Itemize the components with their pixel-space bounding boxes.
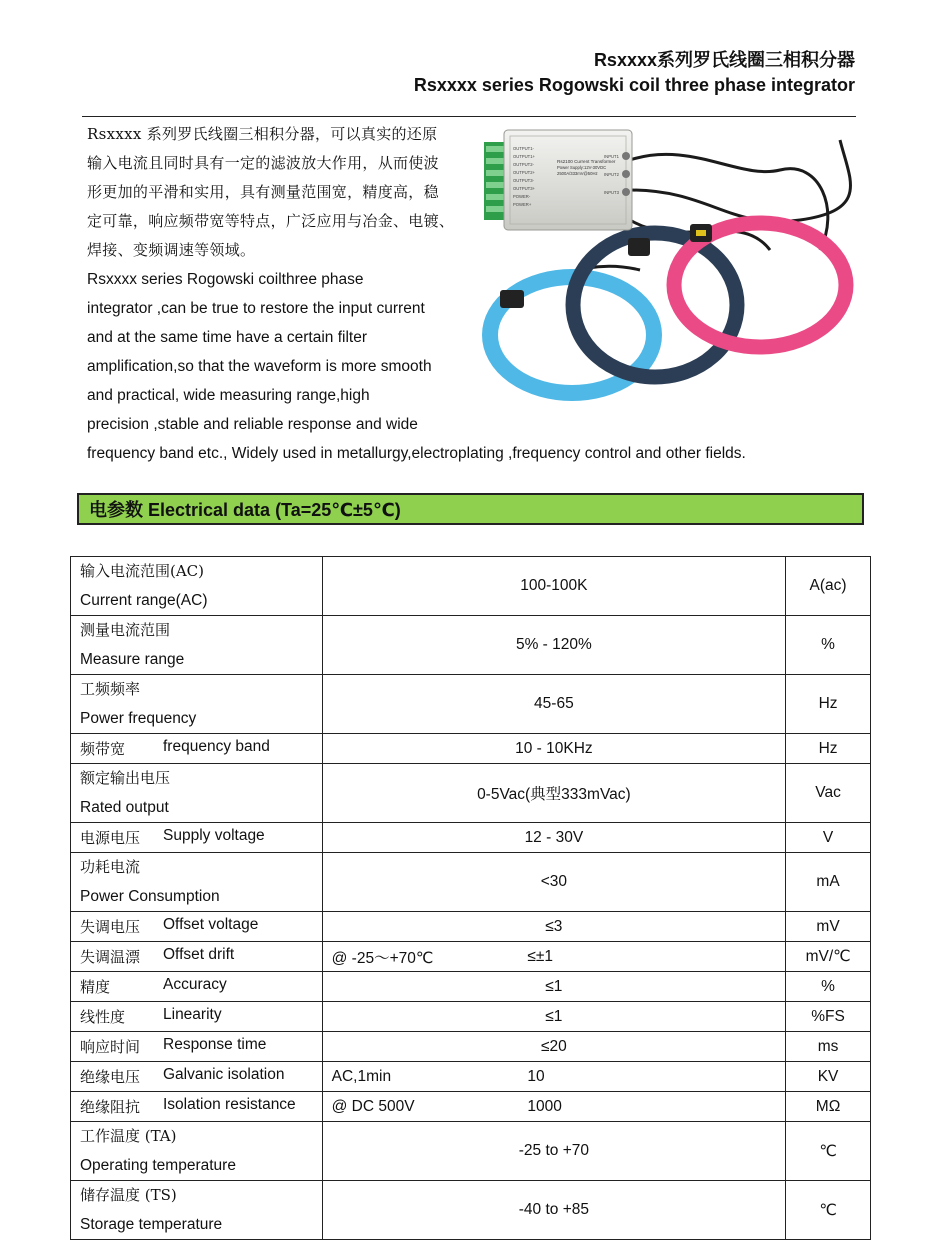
intro-chinese: [87, 120, 472, 265]
param-value: <30: [322, 853, 785, 912]
terminal-label: POWER-: [513, 194, 531, 199]
param-cn: 绝缘电压: [80, 1068, 141, 1086]
box-line3: 2500A/333mV@50Hz: [557, 171, 598, 176]
terminal-label: OUTPUT1+: [513, 154, 535, 159]
table-row: [71, 557, 871, 616]
param-cn: 工频频率: [80, 680, 141, 698]
param-condition: AC,1min: [331, 1067, 392, 1085]
param-value: 10 - 10KHz: [322, 734, 785, 764]
param-unit: Vac: [786, 764, 871, 823]
table-row: [71, 972, 871, 1002]
param-en: Accuracy: [163, 976, 227, 993]
table-row: [71, 675, 871, 734]
param-cn: 频带宽: [80, 740, 126, 758]
param-cn: 失调电压: [80, 918, 141, 936]
param-condition: @ -25～+70℃: [331, 949, 434, 967]
title-english: Rsxxxx series Rogowski coil three phase integrator: [413, 75, 855, 95]
param-value: ≤20: [322, 1032, 785, 1062]
intro-cn-line: 输入电流且同时具有一定的滤波放大作用，从而使波: [87, 154, 439, 172]
intro-cn-line: 形更加的平滑和实用，具有测量范围宽，精度高，稳: [87, 183, 439, 201]
table-row: [71, 823, 871, 853]
terminal-label: OUTPUT3-: [513, 178, 534, 183]
table-row: [71, 1092, 871, 1122]
param-en: frequency band: [163, 738, 270, 755]
input-label: INPUT1: [604, 154, 619, 159]
intro-en-line: and at the same time have a certain filter: [87, 329, 368, 346]
param-name: [71, 1181, 323, 1240]
table-row: [71, 1181, 871, 1240]
param-value: ≤1: [322, 1002, 785, 1032]
table-row: [71, 942, 871, 972]
param-cn: 储存温度 (TS): [80, 1186, 177, 1204]
param-cn: 绝缘阻抗: [80, 1098, 141, 1116]
intro-en-line: precision ,stable and reliable response and wide: [87, 416, 418, 433]
intro-cn-line: 焊接、变频调速等领域。: [87, 241, 256, 259]
param-cn: 失调温漂: [80, 948, 141, 966]
input-label: INPUT3: [604, 190, 619, 195]
param-name: [71, 1092, 323, 1122]
param-cn: 工作温度 (TA): [80, 1127, 177, 1145]
param-cn: 精度: [80, 978, 111, 996]
param-en: Supply voltage: [163, 827, 265, 844]
electrical-data-table: [70, 556, 871, 1240]
param-unit: KV: [786, 1062, 871, 1092]
param-value: -25 to +70: [322, 1122, 785, 1181]
param-value: 12 - 30V: [322, 823, 785, 853]
param-value: 5% - 120%: [322, 616, 785, 675]
param-unit: Hz: [786, 675, 871, 734]
product-photo: [480, 120, 858, 410]
param-cn: 响应时间: [80, 1038, 141, 1056]
param-name: [71, 764, 323, 823]
intro-en-line: amplification,so that the waveform is more smooth: [87, 358, 432, 375]
param-en: Offset voltage: [163, 916, 259, 933]
param-value: -40 to +85: [322, 1181, 785, 1240]
param-en: Storage temperature: [80, 1216, 223, 1233]
param-cn: 电源电压: [80, 829, 141, 847]
terminal-label: OUTPUT1-: [513, 146, 534, 151]
intro-en-line: integrator ,can be true to restore the input current: [87, 300, 425, 317]
param-en: Galvanic isolation: [163, 1066, 285, 1083]
table-row: [71, 853, 871, 912]
param-name: [71, 1062, 323, 1092]
param-unit: %FS: [786, 1002, 871, 1032]
param-condition: @ DC 500V: [331, 1097, 415, 1115]
param-name: [71, 675, 323, 734]
param-unit: %: [786, 972, 871, 1002]
param-value-text: 10: [527, 1067, 545, 1085]
param-name: [71, 972, 323, 1002]
param-value: [322, 942, 785, 972]
param-en: Measure range: [80, 651, 185, 668]
terminal-label: OUTPUT2-: [513, 162, 534, 167]
param-name: [71, 1032, 323, 1062]
intro-en-line: frequency band etc., Widely used in metallurgy,electroplating ,frequency control and other fields.: [87, 445, 746, 462]
param-unit: ℃: [786, 1181, 871, 1240]
param-unit: A(ac): [786, 557, 871, 616]
title-chinese: Rsxxxx系列罗氏线圈三相积分器: [593, 50, 855, 70]
param-unit: ms: [786, 1032, 871, 1062]
param-cn: 线性度: [80, 1008, 126, 1026]
param-en: Isolation resistance: [163, 1096, 296, 1113]
param-unit: ℃: [786, 1122, 871, 1181]
table-row: [71, 1062, 871, 1092]
param-name: [71, 1002, 323, 1032]
param-value: 45-65: [322, 675, 785, 734]
table-row: [71, 734, 871, 764]
intro-cn-line: Rsxxxx 系列罗氏线圈三相积分器，可以真实的还原: [87, 125, 438, 143]
param-name: [71, 616, 323, 675]
param-unit: mV/℃: [786, 942, 871, 972]
param-cn: 功耗电流: [80, 858, 141, 876]
table-row: [71, 1122, 871, 1181]
param-name: [71, 942, 323, 972]
param-en: Operating temperature: [80, 1157, 236, 1174]
param-name: [71, 823, 323, 853]
param-cn: 输入电流范围(AC): [80, 562, 205, 580]
param-name: [71, 734, 323, 764]
intro-en-line: Rsxxxx series Rogowski coilthree phase: [87, 271, 364, 288]
param-value: ≤1: [322, 972, 785, 1002]
param-name: [71, 912, 323, 942]
header-divider: [82, 116, 856, 117]
param-cn: 测量电流范围: [80, 621, 171, 639]
param-unit: mA: [786, 853, 871, 912]
table-row: [71, 1032, 871, 1062]
terminal-label: POWER+: [513, 202, 532, 207]
param-value-text: 1000: [527, 1097, 562, 1115]
param-value: 0-5Vac(典型333mVac): [322, 764, 785, 823]
param-value: ≤3: [322, 912, 785, 942]
terminal-label: OUTPUT3+: [513, 186, 535, 191]
param-name: [71, 1122, 323, 1181]
document-header: [414, 48, 855, 98]
section-header-electrical-data: 电参数 Electrical data (Ta=25℃±5℃): [77, 493, 864, 525]
param-value: 100-100K: [322, 557, 785, 616]
table-row: [71, 912, 871, 942]
param-value-text: ≤±1: [527, 947, 554, 965]
table-row: [71, 1002, 871, 1032]
intro-english: [87, 265, 746, 468]
param-unit: Hz: [786, 734, 871, 764]
param-name: [71, 557, 323, 616]
param-en: Current range(AC): [80, 592, 208, 609]
param-en: Power frequency: [80, 710, 197, 727]
param-value: [322, 1092, 785, 1122]
param-en: Offset drift: [163, 946, 235, 963]
param-en: Rated output: [80, 799, 169, 816]
param-cn: 额定输出电压: [80, 769, 171, 787]
param-en: Response time: [163, 1036, 267, 1053]
param-unit: %: [786, 616, 871, 675]
param-name: [71, 853, 323, 912]
terminal-label: OUTPUT2+: [513, 170, 535, 175]
param-value: [322, 1062, 785, 1092]
table-row: [71, 764, 871, 823]
param-en: Linearity: [163, 1006, 222, 1023]
param-unit: V: [786, 823, 871, 853]
box-label: Rs2100 Current Transformer: [557, 159, 616, 164]
intro-en-line: and practical, wide measuring range,high: [87, 387, 370, 404]
input-label: INPUT2: [604, 172, 619, 177]
box-line2: Power Supply:12V-30VDC: [557, 165, 607, 170]
param-unit: MΩ: [786, 1092, 871, 1122]
intro-cn-line: 定可靠，响应频带宽等特点，广泛应用与冶金、电镀、: [87, 212, 455, 230]
param-unit: mV: [786, 912, 871, 942]
param-en: Power Consumption: [80, 888, 220, 905]
table-row: [71, 616, 871, 675]
